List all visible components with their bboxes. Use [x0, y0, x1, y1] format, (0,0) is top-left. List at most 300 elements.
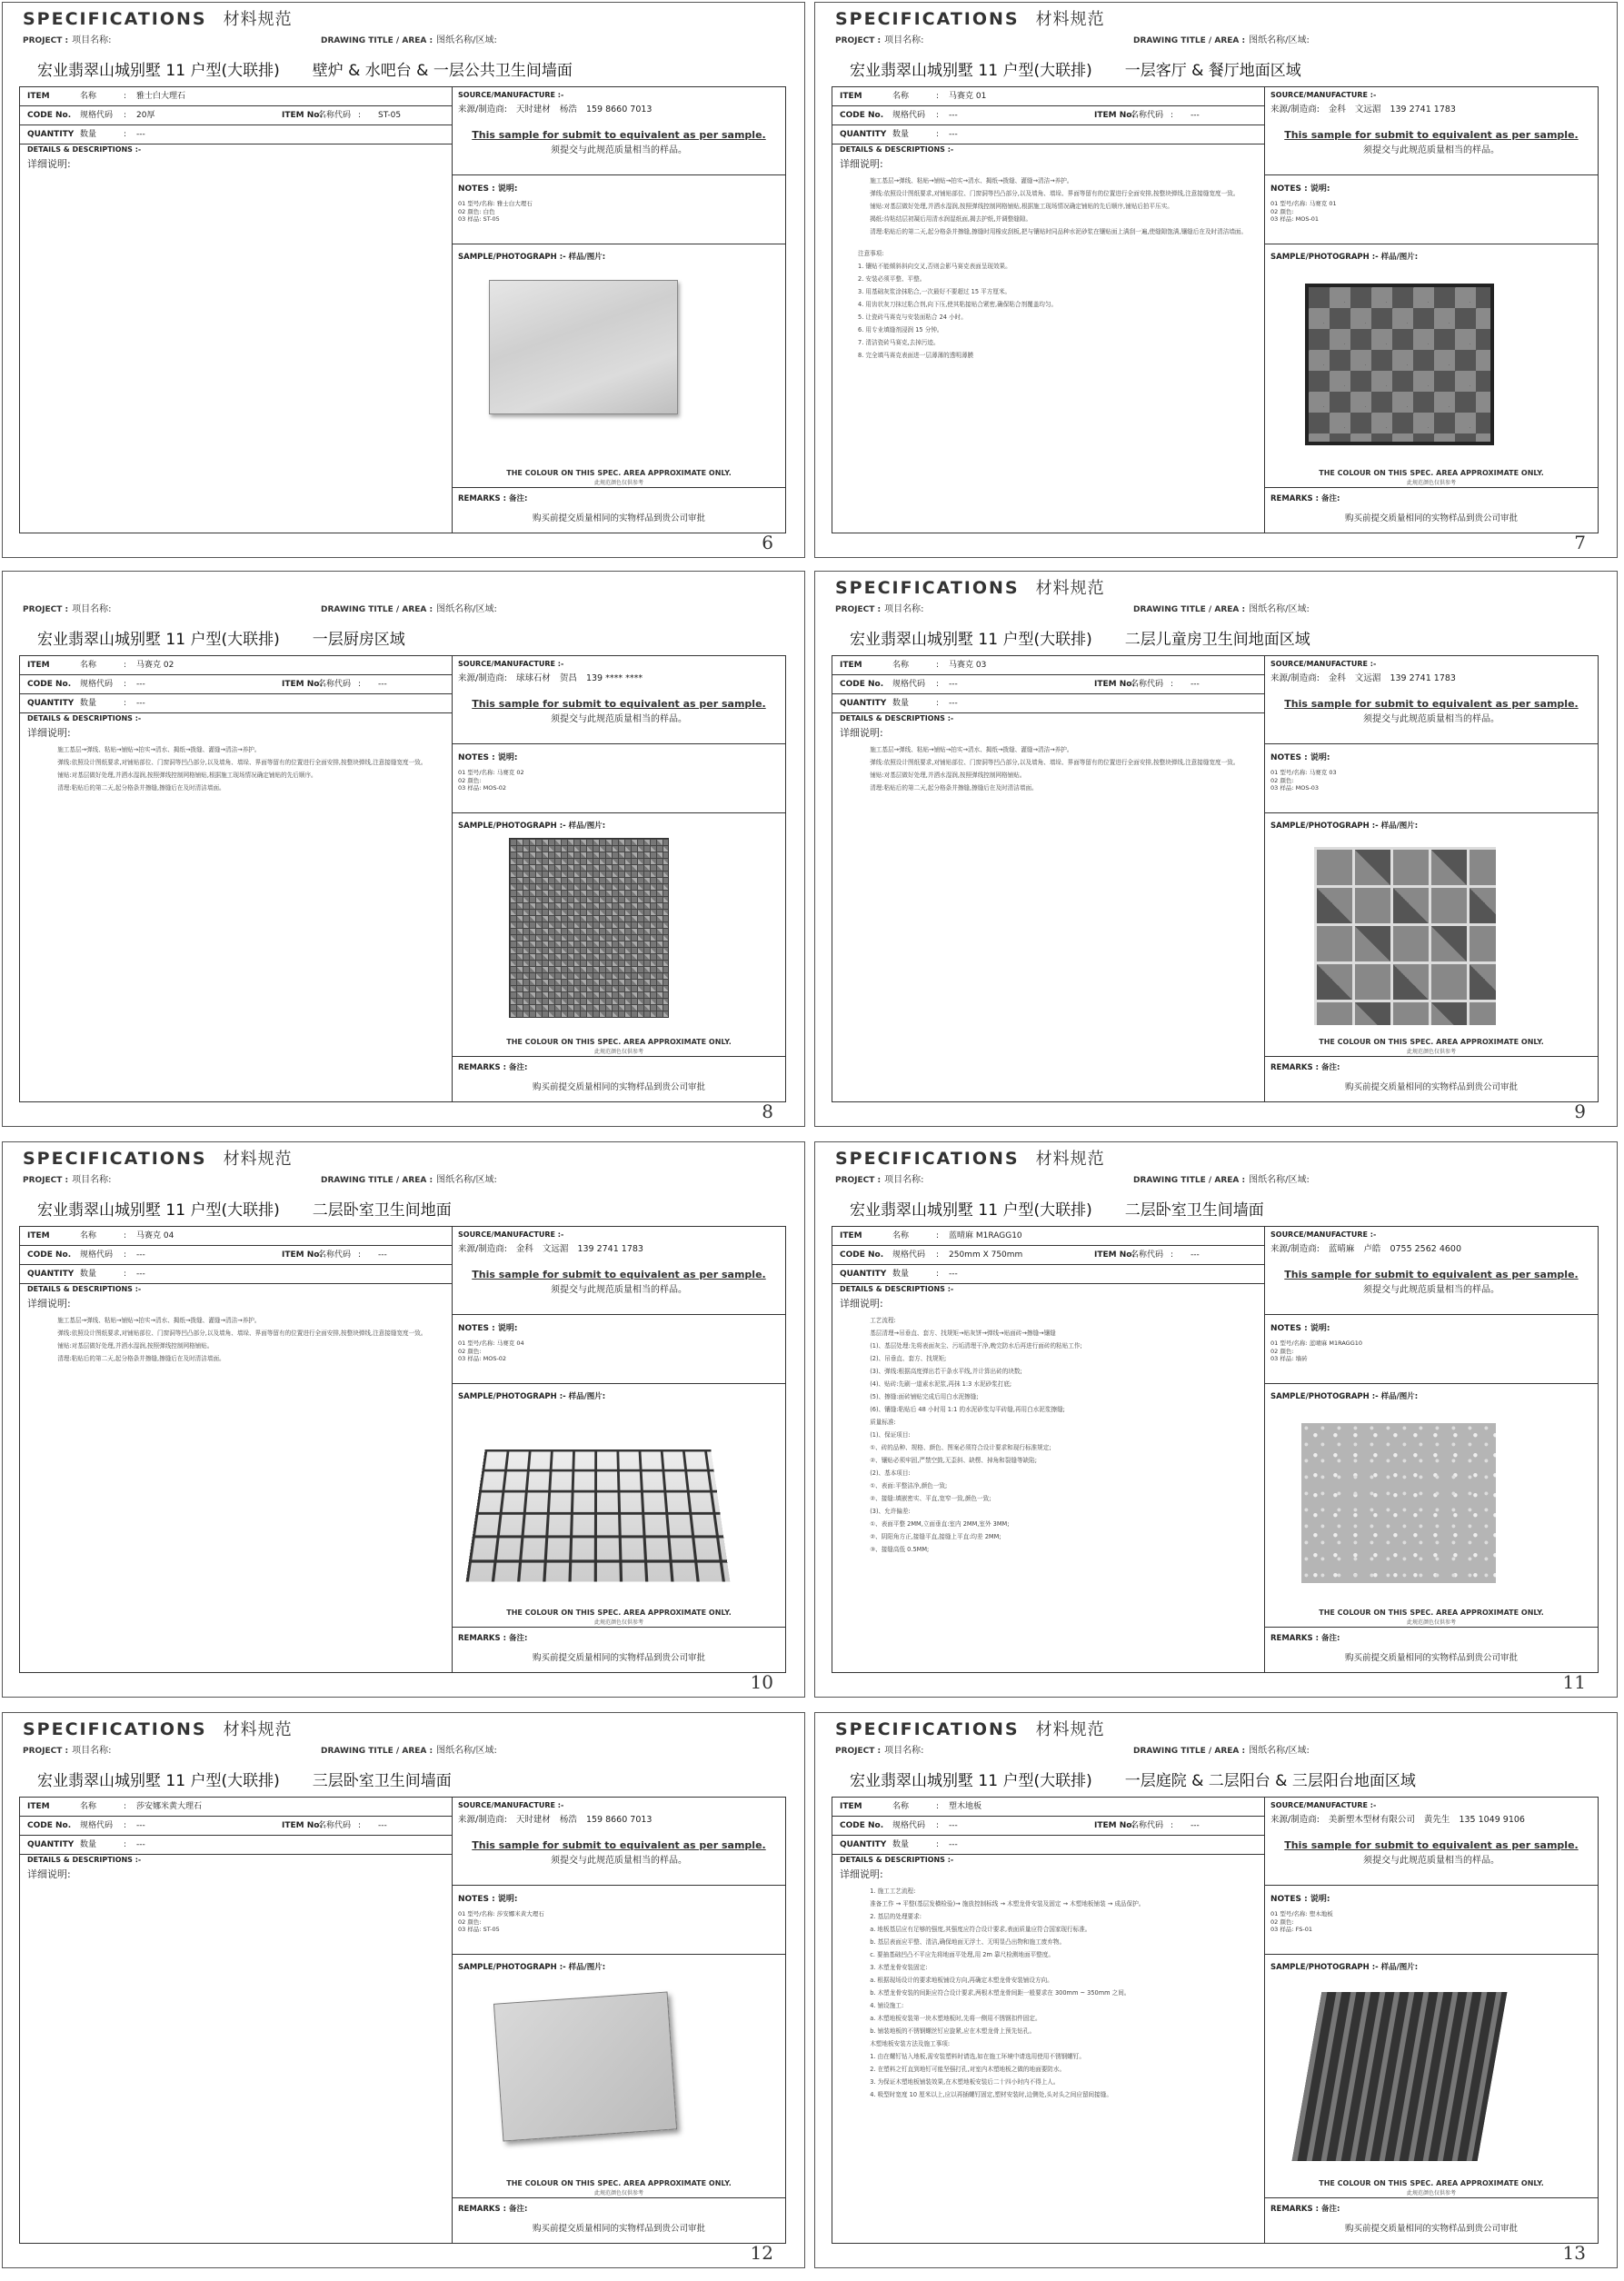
page-title	[850, 626, 1310, 649]
details-paragraph: 铺贴:对基层做好处理,并洒水湿润,按照弹线控制网格铺贴,根据施工现场情况确定铺贴的先后顺序。	[57, 772, 317, 779]
colon: :	[1171, 1250, 1174, 1260]
remarks-label: REMARKS : 备注:	[1270, 1634, 1340, 1643]
page-number: 10	[750, 1671, 773, 1693]
details-paragraph: 清理:粘贴后的第二天,起分格条并擦缝,擦缝后在及时清洁墙面。	[870, 784, 1038, 792]
details-paragraph: a. 根据现场设计的要求地板铺设方向,再确定木塑龙骨安装铺设方向。	[870, 1977, 1053, 1984]
colon: :	[124, 1840, 127, 1849]
left-column	[20, 87, 453, 533]
sample-photo-label: SAMPLE/PHOTOGRAPH :- 样品/图片:	[458, 1963, 606, 1972]
code-label: CODE No.	[840, 111, 884, 120]
spec-heading-cn: 材料规范	[1035, 579, 1105, 598]
details-label-cn: 详细说明:	[840, 727, 883, 739]
code-row	[832, 106, 1264, 125]
project-label-en: PROJECT :	[835, 1176, 882, 1185]
project-label-en: PROJECT :	[835, 605, 882, 614]
page-number: 6	[762, 532, 773, 553]
project-label-cn: 项目名称:	[72, 604, 112, 614]
quantity-label: QUANTITY	[27, 1270, 75, 1279]
right-column	[1265, 87, 1598, 533]
quantity-value: ---	[949, 130, 958, 139]
source-label-cn: 来源/制造商:	[458, 673, 507, 683]
colour-disclaimer-cn: 此规范颜色仅供参考	[593, 1619, 643, 1626]
project-name: 宏业翡翠山城别墅 11 户型(大联排)	[850, 631, 1092, 649]
details-paragraph: (1)、基层处理:先将表面灰尘、污垢清理干净,晚完防水后再进行面砖的粘贴工作;	[870, 1342, 1082, 1350]
code-label-cn: 规格代码	[892, 680, 926, 689]
colon: :	[936, 661, 940, 670]
drawing-label-en: DRAWING TITLE / AREA :	[321, 36, 433, 45]
page-title	[850, 1768, 1416, 1790]
details-paragraph: 弹线:依照设计图纸要求,对铺贴部位、门窗洞等凹凸部分,以及墙角、墙垛、界面等留有的位置进行全面安排,按整块弹线,注意接缝宽度一致。	[57, 759, 427, 766]
details-text	[45, 1316, 439, 1367]
source-label-cn: 来源/制造商:	[458, 105, 507, 115]
details-paragraph: (6)、镶缝:粘贴后 48 小时用 1:1 的水泥砂浆勾平砖缝,再用白水泥浆擦缝;	[870, 1406, 1065, 1413]
sample-note-cn: 须提交与此规范质量相当的样品。	[1363, 1285, 1499, 1295]
code-label-cn: 规格代码	[892, 111, 926, 120]
colon: :	[936, 92, 940, 101]
drawing-title-label	[321, 1171, 497, 1185]
item-row	[832, 1227, 1264, 1246]
item-no-label-cn: 名称代码	[1131, 1250, 1164, 1260]
sample-note-cn: 须提交与此规范质量相当的样品。	[551, 145, 687, 155]
sample-note-en: This sample for submit to equivalent as per sample.	[472, 698, 766, 710]
item-label-cn: 名称	[892, 1231, 910, 1240]
quantity-value: ---	[136, 130, 145, 139]
code-row	[20, 1817, 452, 1836]
quantity-label-cn: 数量	[80, 1270, 97, 1279]
precaution-item: 6. 用专业填缝剂浸润 15 分钟。	[858, 326, 943, 334]
colon: :	[936, 1821, 940, 1830]
project-label-cn: 项目名称:	[884, 1746, 924, 1756]
colon: :	[936, 1231, 940, 1240]
item-value: 马赛克 04	[136, 1231, 174, 1240]
item-no-value: ---	[1191, 1821, 1200, 1830]
details-paragraph: 4. 铺设施工:	[870, 2002, 904, 2009]
source-label: SOURCE/MANUFACTURE :-	[458, 1230, 564, 1239]
project-name: 宏业翡翠山城别墅 11 户型(大联排)	[850, 1772, 1092, 1790]
project-label-en: PROJECT :	[23, 605, 69, 614]
spec-table	[832, 1226, 1599, 1673]
source-person: 杨浩	[559, 105, 577, 115]
project-label	[23, 601, 112, 614]
details-label-cn: 详细说明:	[27, 158, 71, 170]
item-row	[832, 87, 1264, 106]
details-paragraph: (1)、保证项目:	[870, 1431, 911, 1439]
item-label: ITEM	[840, 661, 862, 670]
remarks-value: 购买前提交质量相同的实物样品到贵公司审批	[1344, 1653, 1518, 1663]
spec-table	[19, 86, 786, 533]
colon: :	[124, 1270, 127, 1279]
remarks-label: REMARKS : 备注:	[458, 494, 528, 503]
code-label-cn: 规格代码	[80, 680, 114, 689]
details-text	[858, 745, 1251, 796]
code-label-cn: 规格代码	[892, 1250, 926, 1260]
spacer	[858, 240, 1251, 249]
precaution-item: 8. 完全填马赛克表面进一层薄薄的透明薄膜	[858, 352, 974, 359]
notes-label: NOTES : 说明:	[458, 184, 518, 194]
project-label-cn: 项目名称:	[884, 35, 924, 45]
colour-disclaimer-cn: 此规范颜色仅供参考	[1406, 1619, 1456, 1626]
item-label-cn: 名称	[80, 1231, 97, 1240]
colon: :	[124, 130, 127, 139]
source-label: SOURCE/MANUFACTURE :-	[1270, 1230, 1377, 1239]
source-person: 卢皓	[1363, 1244, 1381, 1254]
source-phone: 139 **** ****	[585, 673, 643, 683]
code-value: ---	[949, 1821, 958, 1830]
details-label: DETAILS & DESCRIPTIONS :-	[27, 1285, 142, 1293]
item-no-label: ITEM No.	[1094, 1821, 1135, 1830]
note-line: 02 颜色: 白色	[458, 207, 495, 215]
source-person: 文远湄	[1354, 673, 1381, 683]
code-row	[832, 675, 1264, 694]
drawing-title-label	[321, 1742, 497, 1756]
code-row	[20, 675, 452, 694]
details-paragraph: 施工基层→弹线、粘贴→铺贴→拍实→清水、揭纸→拨缝、灌缝→清洁→养护。	[870, 746, 1073, 753]
source-label: SOURCE/MANUFACTURE :-	[458, 91, 564, 99]
note-line: 01 型号/名称: 马赛克 01	[1270, 200, 1337, 207]
code-value: ---	[949, 680, 958, 689]
sample-note-cn: 须提交与此规范质量相当的样品。	[1363, 714, 1499, 724]
source-label-cn: 来源/制造商:	[1270, 1244, 1320, 1254]
right-column	[1265, 1798, 1598, 2243]
project-label-en: PROJECT :	[835, 1747, 882, 1756]
code-label-cn: 规格代码	[80, 1250, 114, 1260]
colon: :	[936, 1270, 940, 1279]
item-no-value: ---	[1191, 680, 1200, 689]
drawing-label-en: DRAWING TITLE / AREA :	[1133, 36, 1246, 45]
details-paragraph: 施工基层→弹线、粘贴→铺贴→拍实→清水、揭纸→拨缝、灌缝→清洁→养护。	[57, 746, 261, 753]
colon: :	[358, 1821, 362, 1830]
page-title	[37, 1768, 452, 1790]
left-column	[832, 1227, 1265, 1672]
right-column	[453, 87, 785, 533]
item-no-value: ---	[1191, 111, 1200, 120]
code-value: 20厚	[136, 111, 155, 120]
drawing-title-label	[1133, 32, 1310, 45]
code-label: CODE No.	[840, 1250, 884, 1260]
item-row	[832, 1798, 1264, 1817]
colon: :	[124, 1802, 127, 1811]
colon: :	[124, 1231, 127, 1240]
item-value: 雅士白大理石	[136, 92, 186, 101]
item-no-label: ITEM No.	[282, 1821, 323, 1830]
colour-disclaimer-cn: 此规范颜色仅供参考	[1406, 480, 1456, 486]
item-value: 莎安娜米黄大理石	[136, 1802, 203, 1811]
item-label-cn: 名称	[892, 1802, 910, 1811]
right-column	[1265, 656, 1598, 1101]
colour-disclaimer-cn: 此规范颜色仅供参考	[593, 2190, 643, 2196]
right-column	[453, 1798, 785, 2243]
precaution-item: 3. 用基础灰浆涂抹粘合,一次最好不要超过 15 平方厘米。	[858, 288, 1011, 295]
left-column	[832, 1798, 1265, 2243]
details-paragraph: 铺贴:对基层做好处理,并洒水湿润,按照弹线控制网格铺贴,根据施工现场情况确定铺贴的先后顺序,铺贴后拍平压实。	[870, 203, 1173, 210]
details-paragraph: b. 基层表面应平整、清洁,确保地面无浮土、无明显凸出物和施工废弃物。	[870, 1938, 1066, 1946]
item-no-value: ---	[378, 1250, 387, 1260]
drawing-label-cn: 图纸名称/区域:	[436, 604, 497, 614]
quantity-value: ---	[949, 699, 958, 708]
colon: :	[1171, 111, 1174, 120]
spec-heading-en: SPECIFICATIONS	[835, 1149, 1020, 1169]
source-phone: 139 2741 1783	[1390, 673, 1456, 683]
remarks-label: REMARKS : 备注:	[1270, 1063, 1340, 1072]
item-no-label: ITEM No.	[1094, 1250, 1135, 1260]
right-column	[453, 656, 785, 1101]
sample-photo	[1301, 1423, 1496, 1583]
page-number: 7	[1574, 532, 1586, 553]
details-paragraph: 2. 在塑料之钉直到地钉可能坚强打孔,对室内木塑地板之做的地面要防水。	[870, 2066, 1066, 2073]
item-label: ITEM	[840, 1802, 862, 1811]
remarks-value: 购买前提交质量相同的实物样品到贵公司审批	[532, 513, 705, 523]
note-line: 02 颜色:	[1270, 207, 1294, 215]
quantity-label: QUANTITY	[840, 699, 887, 708]
details-paragraph: 木塑地板安装方法及施工事项:	[870, 2040, 951, 2047]
sample-photo	[466, 1449, 731, 1581]
source-company: 天时建材	[515, 1815, 551, 1825]
page-title	[37, 626, 405, 649]
sample-photo-label: SAMPLE/PHOTOGRAPH :- 样品/图片:	[1270, 1963, 1419, 1972]
spec-heading-en: SPECIFICATIONS	[23, 1149, 207, 1169]
item-no-label-cn: 名称代码	[1131, 1821, 1164, 1830]
divider	[1265, 1383, 1598, 1384]
item-no-label: ITEM No.	[282, 1250, 323, 1260]
colon: :	[936, 1840, 940, 1849]
precaution-item: 1. 镶贴不能倾斜斜向交叉,否则会影马赛克表面呈现效果。	[858, 263, 1011, 270]
details-paragraph: ③、接缝高低 0.5MM;	[870, 1546, 930, 1553]
spec-page	[814, 1141, 1618, 1698]
details-paragraph: 1. 由在螺钉钻入地板,需安装塑料时请选,如在施工环境中请选用使用不锈钢螺钉。	[870, 2053, 1085, 2060]
source-value	[1270, 671, 1465, 683]
project-label	[23, 32, 112, 45]
quantity-value: ---	[136, 1270, 145, 1279]
project-label-en: PROJECT :	[23, 1747, 69, 1756]
notes-list	[1270, 200, 1337, 224]
notes-label: NOTES : 说明:	[1270, 184, 1330, 194]
quantity-label-cn: 数量	[892, 699, 910, 708]
details-label: DETAILS & DESCRIPTIONS :-	[840, 1285, 954, 1293]
colon: :	[124, 111, 127, 120]
quantity-value: ---	[136, 1840, 145, 1849]
source-company: 金科	[515, 1244, 533, 1254]
source-company: 球球石材	[515, 673, 551, 683]
source-person: 贺昌	[559, 673, 577, 683]
details-paragraph: 3. 为保证木塑地板铺装效果,在木塑地板安装后二十四小时内不得上人。	[870, 2078, 1060, 2086]
note-line: 03 样品: ST-05	[458, 215, 500, 223]
divider	[1265, 2197, 1598, 2198]
source-value	[458, 1812, 661, 1825]
source-phone: 139 2741 1783	[577, 1244, 643, 1254]
drawing-title-label	[321, 601, 497, 614]
divider	[453, 812, 785, 813]
sample-photo	[1309, 287, 1490, 442]
precaution-item: 注意事项:	[858, 250, 884, 257]
details-paragraph: 3. 木塑龙骨安装固定:	[870, 1964, 928, 1971]
item-no-value: ---	[1191, 1250, 1200, 1260]
item-no-label-cn: 名称代码	[318, 680, 352, 689]
details-paragraph: b. 木塑龙骨安装的间距应符合设计要求,两根木塑龙骨间距一般要求在 300mm ~ 350mm 之间。	[870, 1989, 1131, 1997]
quantity-row	[20, 125, 452, 144]
code-label-cn: 规格代码	[80, 111, 114, 120]
project-label-cn: 项目名称:	[884, 1175, 924, 1185]
item-row	[20, 656, 452, 675]
item-no-value: ST-05	[378, 111, 402, 120]
divider	[1265, 487, 1598, 488]
item-label-cn: 名称	[892, 92, 910, 101]
quantity-label-cn: 数量	[892, 130, 910, 139]
area-name: 二层卧室卫生间地面	[312, 1201, 452, 1220]
drawing-label-en: DRAWING TITLE / AREA :	[1133, 1747, 1246, 1756]
drawing-label-en: DRAWING TITLE / AREA :	[321, 1747, 433, 1756]
source-value	[458, 1241, 653, 1254]
item-label-cn: 名称	[80, 661, 97, 670]
code-label: CODE No.	[27, 680, 72, 689]
divider	[453, 1954, 785, 1955]
item-no-label-cn: 名称代码	[318, 1821, 352, 1830]
item-label: ITEM	[27, 1802, 50, 1811]
source-phone: 135 1049 9106	[1459, 1815, 1525, 1825]
notes-list	[458, 1910, 544, 1934]
divider	[453, 1056, 785, 1057]
colon: :	[358, 111, 362, 120]
colour-disclaimer-en: THE COLOUR ON THIS SPEC. AREA APPROXIMATE ONLY.	[506, 2179, 732, 2187]
note-line: 03 样品: 墙砖	[1270, 1355, 1308, 1362]
code-value: 250mm X 750mm	[949, 1250, 1023, 1260]
item-no-value: ---	[378, 1821, 387, 1830]
note-line: 01 型号/名称: 塑木地板	[1270, 1910, 1333, 1917]
details-label-cn: 详细说明:	[840, 158, 883, 170]
item-no-label-cn: 名称代码	[1131, 111, 1164, 120]
source-label-cn: 来源/制造商:	[1270, 105, 1320, 115]
colour-disclaimer-cn: 此规范颜色仅供参考	[593, 1049, 643, 1055]
colour-disclaimer-en: THE COLOUR ON THIS SPEC. AREA APPROXIMATE ONLY.	[506, 1038, 732, 1046]
quantity-row	[20, 1836, 452, 1855]
details-paragraph: (2)、吊垂直、套方、找规矩;	[870, 1355, 947, 1362]
details-paragraph: ①、表面:平整洁净,颜色一致;	[870, 1482, 948, 1489]
details-paragraph: 清理:粘贴后的第二天,起分格条并擦缝,擦缝后在及时清洁墙面。	[57, 784, 225, 792]
divider	[453, 174, 785, 175]
sample-note-en: This sample for submit to equivalent as per sample.	[472, 1269, 766, 1280]
item-label: ITEM	[27, 661, 50, 670]
sample-note-cn: 须提交与此规范质量相当的样品。	[551, 1856, 687, 1866]
details-text	[858, 1887, 1251, 2103]
code-label-cn: 规格代码	[892, 1821, 926, 1830]
remarks-label: REMARKS : 备注:	[1270, 494, 1340, 503]
details-paragraph: c. 要抽基础凹凸不平应先将地面平处理,用 2m 靠尺检测地面平整度。	[870, 1951, 1054, 1958]
project-label-cn: 项目名称:	[72, 1175, 112, 1185]
spec-page	[2, 1712, 805, 2268]
precaution-item: 5. 让瓷砖马赛克与安装面粘合 24 小时。	[858, 314, 967, 321]
note-line: 02 颜色:	[458, 776, 482, 784]
item-no-label-cn: 名称代码	[318, 111, 352, 120]
drawing-label-cn: 图纸名称/区域:	[436, 1175, 497, 1185]
spec-heading-cn: 材料规范	[1035, 10, 1105, 29]
divider	[453, 743, 785, 744]
sample-photo	[1314, 847, 1496, 1025]
colon: :	[936, 699, 940, 708]
details-paragraph: b. 铺装地板的不锈钢螺丝钉应旋紧,应在木塑龙骨上预先钻孔。	[870, 2027, 1036, 2035]
colon: :	[936, 130, 940, 139]
item-label: ITEM	[840, 92, 862, 101]
remarks-label: REMARKS : 备注:	[458, 1634, 528, 1643]
drawing-label-en: DRAWING TITLE / AREA :	[1133, 605, 1246, 614]
specifications-heading	[835, 1146, 1105, 1170]
item-value: 塑木地板	[949, 1802, 982, 1811]
source-company: 美新塑木型材有限公司	[1328, 1815, 1415, 1825]
details-paragraph: 揭纸:待粘结层初凝后用清水润湿纸面,揭去护纸,并调整缝隙。	[870, 215, 1032, 223]
project-name: 宏业翡翠山城别墅 11 户型(大联排)	[37, 1772, 280, 1790]
details-paragraph: (4)、贴砖:先刷一道素水泥浆,再抹 1:3 水泥砂浆打底;	[870, 1380, 1012, 1388]
source-value	[458, 102, 661, 115]
code-row	[20, 1246, 452, 1265]
colon: :	[124, 661, 127, 670]
spec-table	[832, 655, 1599, 1102]
details-paragraph: 基层清理→吊垂直、套方、找规矩→贴灰饼→弹线→贴面砖→擦缝→镶缝	[870, 1330, 1056, 1337]
project-label-en: PROJECT :	[835, 36, 882, 45]
page-title	[850, 1197, 1264, 1220]
sample-photo	[1292, 1992, 1508, 2161]
details-text	[45, 745, 439, 796]
colour-disclaimer-en: THE COLOUR ON THIS SPEC. AREA APPROXIMATE ONLY.	[1319, 469, 1544, 477]
project-label	[835, 601, 924, 614]
item-no-value: ---	[378, 680, 387, 689]
item-label: ITEM	[27, 92, 50, 101]
page-number: 9	[1574, 1101, 1586, 1122]
notes-list	[1270, 769, 1337, 792]
drawing-label-cn: 图纸名称/区域:	[436, 1746, 497, 1756]
notes-label: NOTES : 说明:	[458, 1324, 518, 1333]
spec-table	[19, 1797, 786, 2244]
code-label: CODE No.	[840, 680, 884, 689]
details-paragraph: 施工基层→弹线、粘贴→铺贴→拍实→清水、揭纸→拨缝、灌缝→清洁→养护。	[57, 1317, 261, 1324]
colon: :	[936, 680, 940, 689]
drawing-title-label	[321, 32, 497, 45]
project-label	[835, 1171, 924, 1185]
colon: :	[124, 92, 127, 101]
project-label	[835, 32, 924, 45]
quantity-label-cn: 数量	[80, 130, 97, 139]
colour-disclaimer-cn: 此规范颜色仅供参考	[1406, 1049, 1456, 1055]
source-label: SOURCE/MANUFACTURE :-	[1270, 1801, 1377, 1809]
source-person: 黄先生	[1423, 1815, 1450, 1825]
code-label: CODE No.	[27, 111, 72, 120]
source-value	[458, 671, 652, 683]
note-line: 01 型号/名称: 马赛克 02	[458, 769, 524, 776]
details-label-cn: 详细说明:	[27, 1868, 71, 1880]
note-line: 02 颜色:	[458, 1347, 482, 1355]
item-row	[832, 656, 1264, 675]
spec-page	[2, 571, 805, 1127]
details-label-cn: 详细说明:	[840, 1298, 883, 1310]
specifications-heading	[23, 6, 293, 30]
spec-heading-en: SPECIFICATIONS	[23, 1719, 207, 1739]
details-paragraph: 2. 基层的处理要求:	[870, 1913, 922, 1920]
project-name: 宏业翡翠山城别墅 11 户型(大联排)	[850, 62, 1092, 80]
project-name: 宏业翡翠山城别墅 11 户型(大联排)	[37, 631, 280, 649]
notes-list	[458, 200, 533, 224]
project-label	[23, 1171, 112, 1185]
item-label-cn: 名称	[80, 92, 97, 101]
code-label: CODE No.	[840, 1821, 884, 1830]
item-label-cn: 名称	[892, 661, 910, 670]
left-column	[20, 1227, 453, 1672]
divider	[453, 2197, 785, 2198]
code-row	[20, 106, 452, 125]
remarks-value: 购买前提交质量相同的实物样品到贵公司审批	[1344, 2224, 1518, 2234]
notes-label: NOTES : 说明:	[1270, 1895, 1330, 1904]
source-label: SOURCE/MANUFACTURE :-	[1270, 660, 1377, 668]
spec-heading-en: SPECIFICATIONS	[23, 9, 207, 29]
project-label-en: PROJECT :	[23, 36, 69, 45]
quantity-value: ---	[136, 699, 145, 708]
notes-list	[1270, 1910, 1333, 1934]
